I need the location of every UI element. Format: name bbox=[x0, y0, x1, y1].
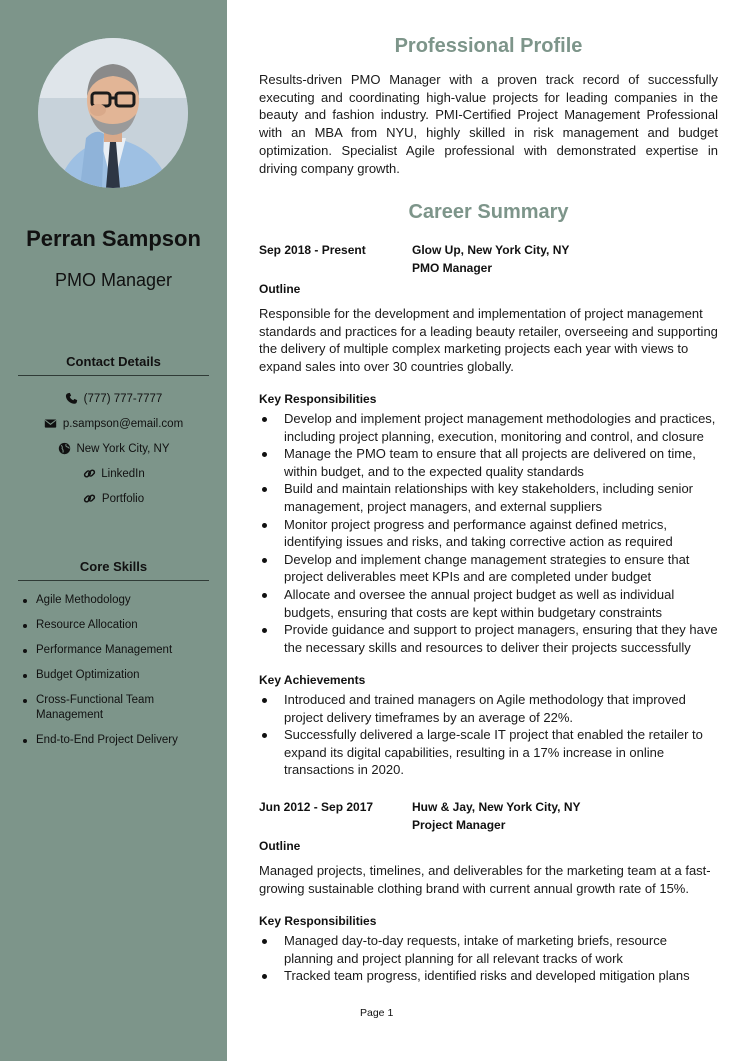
responsibilities-list bbox=[259, 410, 718, 656]
career-title: Career Summary bbox=[408, 201, 569, 223]
candidate-role: PMO Manager bbox=[54, 270, 173, 290]
job-outline: Managed projects, timelines, and deliverables for the marketing team at a fast-growing sustainable clothing brand with current annual growth rate of 15%. bbox=[259, 863, 711, 896]
contact-heading: Contact Details bbox=[18, 354, 209, 376]
contact-linkedin-text: LinkedIn bbox=[101, 467, 145, 480]
contact-linkedin[interactable] bbox=[0, 461, 227, 486]
contact-phone-text: (777) 777-7777 bbox=[83, 392, 163, 405]
contact-location-text: New York City, NY bbox=[76, 442, 170, 455]
phone-icon bbox=[65, 392, 79, 406]
responsibilities-list bbox=[259, 932, 718, 985]
job-dates: Sep 2018 - Present bbox=[259, 243, 366, 257]
job-company: Huw & Jay, New York City, NY bbox=[412, 800, 581, 814]
profile-photo-illustration bbox=[38, 38, 188, 188]
profile-title: Professional Profile bbox=[394, 35, 583, 57]
envelope-icon bbox=[44, 417, 58, 431]
outline-label: Outline bbox=[259, 839, 301, 853]
contact-email-text: p.sampson@email.com bbox=[62, 417, 184, 430]
list-item: Provide guidance and support to project managers, ensuring that they have the necessary skills and resources to deliver their projects successfully bbox=[259, 621, 718, 656]
contact-portfolio-text: Portfolio bbox=[101, 492, 145, 505]
job-entry bbox=[259, 241, 718, 277]
list-item: Manage the PMO team to ensure that all projects are delivered on time, within budget, and to the expected quality standards bbox=[259, 445, 718, 480]
list-item: Develop and implement project management methodologies and practices, including project planning, execution, monitoring and control, and closure bbox=[259, 410, 718, 445]
responsibilities-label: Key Responsibilities bbox=[259, 914, 377, 928]
contact-list bbox=[0, 386, 227, 511]
list-item: Allocate and oversee the annual project budget as well as individual budgets, ensuring that costs are kept within budgetary constraints bbox=[259, 586, 718, 621]
contact-phone bbox=[0, 386, 227, 411]
skill-item: Resource Allocation bbox=[22, 618, 212, 633]
profile-photo bbox=[38, 38, 188, 188]
profile-text: Results-driven PMO Manager with a proven track record of successfully executing and coordinating high-value projects for leading companies in the beauty and fashion industry. PMI-Certified Project Management Professional with an MBA from NYU, highly skilled in risk management and budget optimization. Specialist Agile professional with demonstrated expertise in driving company growth. bbox=[259, 72, 718, 176]
link-icon bbox=[82, 467, 96, 481]
contact-location bbox=[0, 436, 227, 461]
job-outline: Responsible for the development and implementation of project management standards and practices for a leading beauty retailer, overseeing and supporting the delivery of multiple complex marketing projects each year with views to expand sales into over 30 countries globally. bbox=[259, 306, 718, 375]
skills-list bbox=[22, 593, 212, 758]
contact-email[interactable] bbox=[0, 411, 227, 436]
achievements-label: Key Achievements bbox=[259, 673, 366, 687]
list-item: Develop and implement change management strategies to ensure that project deliverables meet KPIs and are completed under budget bbox=[259, 551, 718, 586]
job-position: PMO Manager bbox=[412, 261, 493, 275]
skills-heading: Core Skills bbox=[18, 559, 209, 581]
link-icon bbox=[83, 492, 97, 506]
skill-item: Budget Optimization bbox=[22, 668, 212, 683]
job-company: Glow Up, New York City, NY bbox=[412, 243, 570, 257]
list-item: Tracked team progress, identified risks and developed mitigation plans bbox=[259, 967, 718, 985]
outline-label: Outline bbox=[259, 282, 301, 296]
list-item: Introduced and trained managers on Agile methodology that improved project delivery timeframes by an average of 22%. bbox=[259, 691, 718, 726]
skill-item: Performance Management bbox=[22, 643, 212, 658]
list-item: Managed day-to-day requests, intake of marketing briefs, resource planning and project planning for all relevant tracks of work bbox=[259, 932, 718, 967]
skill-item: Agile Methodology bbox=[22, 593, 212, 608]
responsibilities-label: Key Responsibilities bbox=[259, 392, 377, 406]
job-dates: Jun 2012 - Sep 2017 bbox=[259, 800, 374, 814]
achievements-list bbox=[259, 691, 718, 779]
job-position: Project Manager bbox=[412, 818, 506, 832]
job-entry bbox=[259, 798, 718, 834]
list-item: Monitor project progress and performance against defined metrics, identifying issues and risks, and taking corrective action as required bbox=[259, 516, 718, 551]
globe-icon bbox=[57, 442, 71, 456]
skill-item: End-to-End Project Delivery bbox=[22, 733, 212, 748]
list-item: Successfully delivered a large-scale IT project that enabled the retailer to expand its digital capabilities, resulting in a 17% increase in online transactions in 2020. bbox=[259, 726, 718, 779]
candidate-name: Perran Sampson bbox=[26, 226, 201, 251]
sidebar bbox=[0, 0, 227, 1061]
list-item: Build and maintain relationships with key stakeholders, including senior management, project managers, and external suppliers bbox=[259, 480, 718, 515]
contact-portfolio[interactable] bbox=[0, 486, 227, 511]
page-number: Page 1 bbox=[360, 1007, 394, 1019]
skill-item: Cross-Functional Team Management bbox=[22, 693, 212, 723]
